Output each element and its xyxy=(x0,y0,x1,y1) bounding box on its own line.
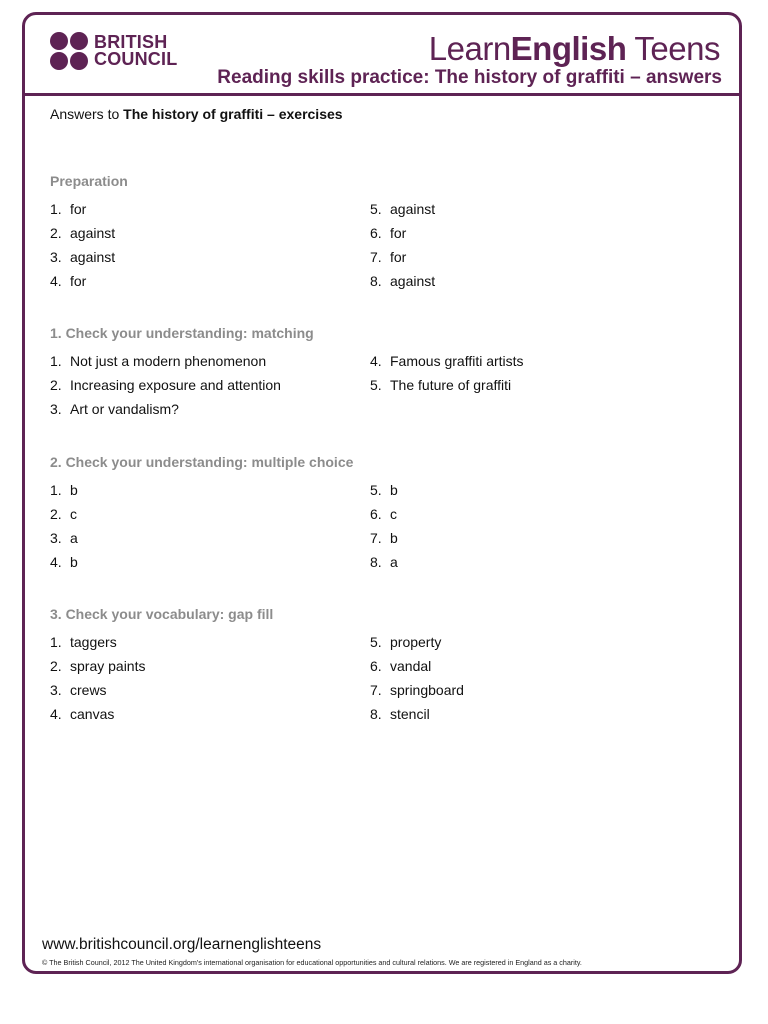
section-gap-fill xyxy=(50,606,690,730)
intro-line xyxy=(50,106,343,122)
list-item: 7. b xyxy=(370,530,398,546)
left-column xyxy=(50,634,370,730)
intro-bold: The history of graffiti – exercises xyxy=(123,106,343,122)
list-item: 1. for xyxy=(50,201,87,217)
footer-copyright: © The British Council, 2012 The United Kingdom's international organisation for educational opportunities and cultural relations. We are registered in England as a charity. xyxy=(42,958,582,967)
list-item: 4. for xyxy=(50,273,87,289)
section-preparation xyxy=(50,173,690,297)
section-title: 3. Check your vocabulary: gap fill xyxy=(50,606,274,622)
logo-line-2: COUNCIL xyxy=(94,49,178,69)
list-item: 1. b xyxy=(50,482,78,498)
left-column xyxy=(50,482,370,578)
section-matching xyxy=(50,325,690,425)
list-item: 4. canvas xyxy=(50,706,115,722)
left-column xyxy=(50,353,370,425)
right-column xyxy=(370,634,690,730)
list-item: 8. against xyxy=(370,273,436,289)
list-item: 8. a xyxy=(370,554,398,570)
section-title: 2. Check your understanding: multiple choice xyxy=(50,454,354,470)
list-item: 5. The future of graffiti xyxy=(370,377,512,393)
list-item: 2. against xyxy=(50,225,116,241)
list-item: 5. against xyxy=(370,201,436,217)
logo-text xyxy=(94,34,177,68)
section-title: Preparation xyxy=(50,173,128,189)
section-title: 1. Check your understanding: matching xyxy=(50,325,314,341)
list-item: 6. c xyxy=(370,506,397,522)
list-item: 2. spray paints xyxy=(50,658,146,674)
list-item: 1. taggers xyxy=(50,634,117,650)
list-item: 7. springboard xyxy=(370,682,464,698)
english-word: English xyxy=(510,30,627,67)
teens-word: Teens xyxy=(626,30,720,67)
list-item: 7. for xyxy=(370,249,407,265)
right-column xyxy=(370,201,690,297)
logo-dots-icon xyxy=(50,32,88,70)
header-divider xyxy=(25,93,742,96)
list-item: 3. Art or vandalism? xyxy=(50,401,179,417)
learnenglish-teens-logo xyxy=(429,30,720,68)
list-item: 4. Famous graffiti artists xyxy=(370,353,524,369)
list-item: 8. stencil xyxy=(370,706,430,722)
logo-line-1: BRITISH xyxy=(94,32,168,52)
list-item: 2. Increasing exposure and attention xyxy=(50,377,281,393)
list-item: 1. Not just a modern phenomenon xyxy=(50,353,267,369)
right-column xyxy=(370,482,690,578)
footer-url-link[interactable]: www.britishcouncil.org/learnenglishteens xyxy=(42,936,322,953)
learn-word: Learn xyxy=(428,30,511,67)
british-council-logo xyxy=(50,32,177,70)
list-item: 3. crews xyxy=(50,682,107,698)
right-column xyxy=(370,353,690,425)
left-column xyxy=(50,201,370,297)
list-item: 5. b xyxy=(370,482,398,498)
list-item: 3. a xyxy=(50,530,78,546)
page-title: Reading skills practice: The history of graffiti – answers xyxy=(217,67,722,88)
list-item: 3. against xyxy=(50,249,116,265)
list-item: 6. for xyxy=(370,225,407,241)
list-item: 5. property xyxy=(370,634,442,650)
list-item: 2. c xyxy=(50,506,77,522)
list-item: 4. b xyxy=(50,554,78,570)
intro-prefix: Answers to xyxy=(50,106,124,122)
list-item: 6. vandal xyxy=(370,658,432,674)
section-multiple-choice xyxy=(50,454,690,578)
